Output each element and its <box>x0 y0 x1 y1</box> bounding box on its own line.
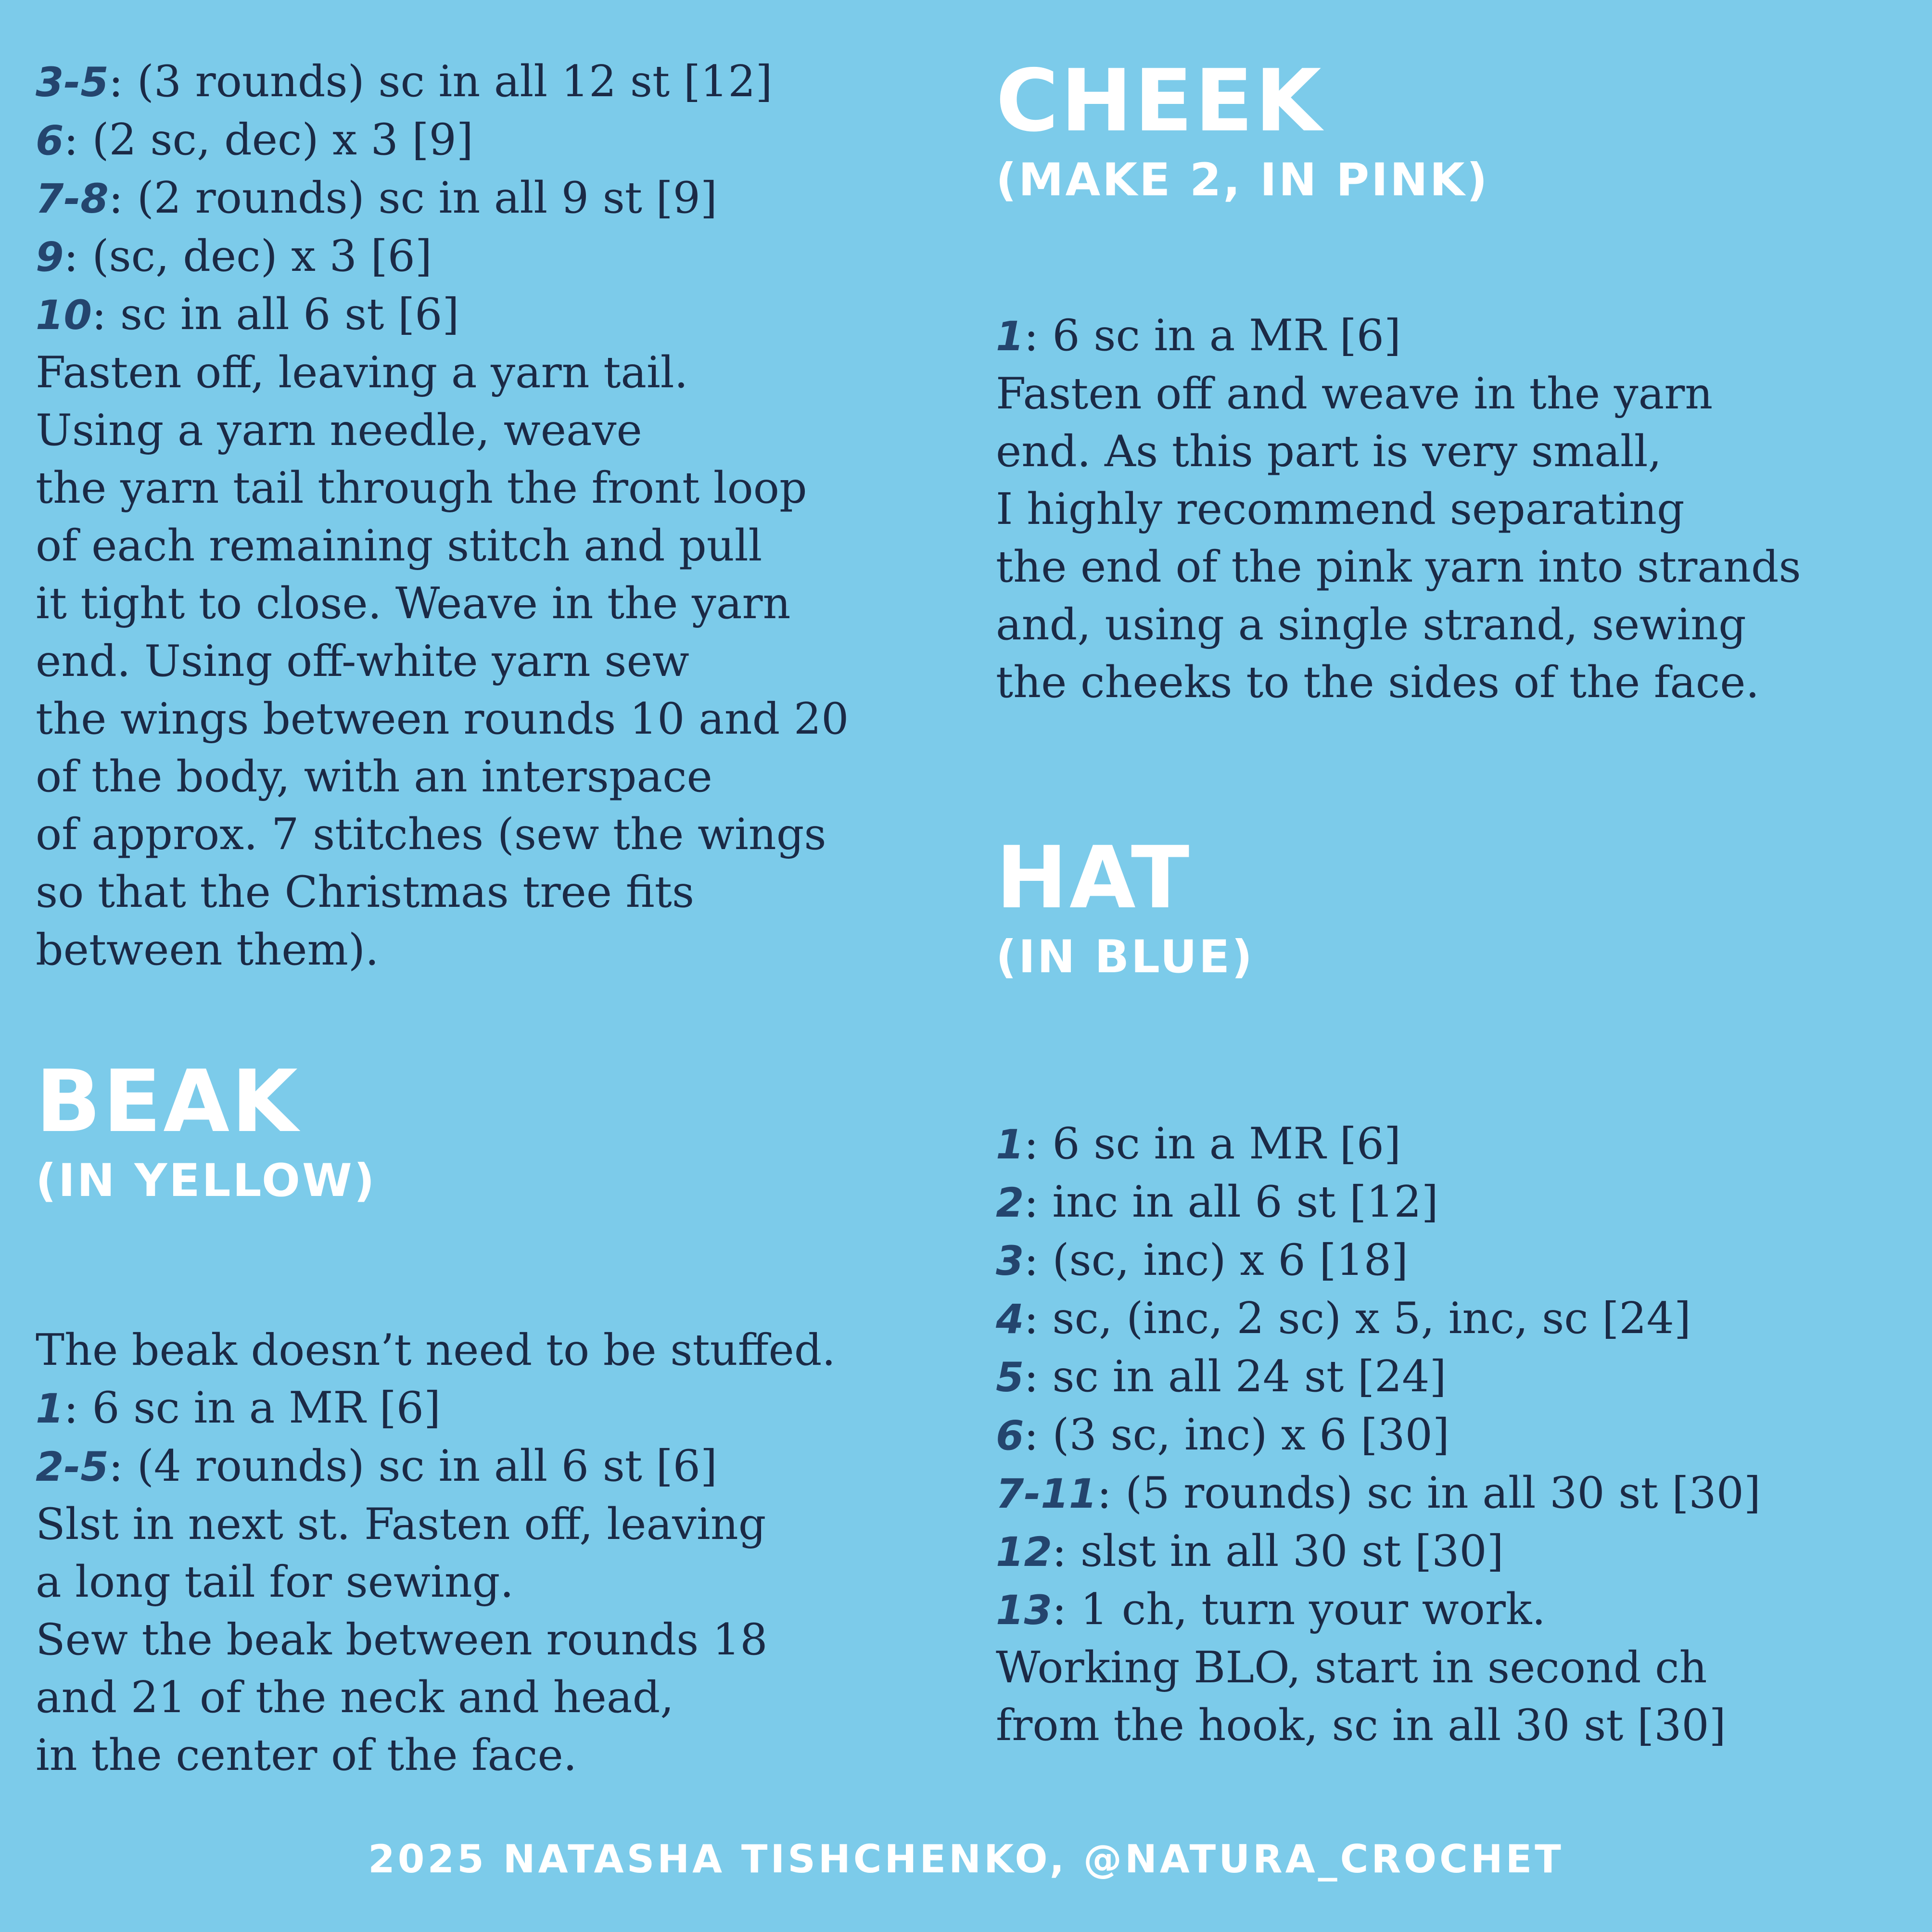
beak-title: BEAK <box>36 1052 300 1151</box>
round-line: 13: 1 ch, turn your work. <box>996 1584 1546 1635</box>
instruction-line: the yarn tail through the front loop <box>36 463 807 513</box>
wing-rounds <box>36 53 849 979</box>
cheek-instructions <box>996 307 1801 712</box>
instruction-line: and 21 of the neck and head, <box>36 1672 674 1723</box>
round-line: 3-5: (3 rounds) sc in all 12 st [12] <box>36 56 773 107</box>
round-line: 12: slst in all 30 st [30] <box>996 1526 1504 1576</box>
round-line: 3: (sc, inc) x 6 [18] <box>996 1235 1409 1285</box>
instruction-line: between them). <box>36 925 379 975</box>
instruction-line: The beak doesn’t need to be stuffed. <box>36 1325 836 1375</box>
instruction-line: I highly recommend separating <box>996 484 1685 534</box>
instruction-line: it tight to close. Weave in the yarn <box>36 578 791 629</box>
beak-instructions <box>36 1322 836 1784</box>
instruction-line: and, using a single strand, sewing <box>996 599 1746 650</box>
hat-heading <box>996 830 1254 989</box>
round-line: 4: sc, (inc, 2 sc) x 5, inc, sc [24] <box>996 1293 1691 1344</box>
footer-credit: 2025 NATASHA TISHCHENKO, @NATURA_CROCHET <box>368 1837 1564 1881</box>
cheek-title: CHEEK <box>996 51 1323 151</box>
hat-title: HAT <box>996 828 1192 928</box>
instruction-line: from the hook, sc in all 30 st [30] <box>996 1700 1726 1751</box>
instruction-line: of approx. 7 stitches (sew the wings <box>36 809 826 860</box>
instruction-line: a long tail for sewing. <box>36 1557 514 1607</box>
instruction-line: the end of the pink yarn into strands <box>996 542 1801 592</box>
instruction-line: the cheeks to the sides of the face. <box>996 657 1760 708</box>
round-line: 2: inc in all 6 st [12] <box>996 1177 1438 1227</box>
round-line: 1: 6 sc in a MR [6] <box>996 1119 1401 1169</box>
instruction-line: in the center of the face. <box>36 1730 577 1780</box>
instruction-line: Fasten off, leaving a yarn tail. <box>36 347 688 398</box>
cheek-heading <box>996 53 1489 212</box>
hat-subtitle: (IN BLUE) <box>996 931 1255 983</box>
round-line: 1: 6 sc in a MR [6] <box>36 1383 441 1433</box>
instruction-line: end. Using off-white yarn sew <box>36 636 689 686</box>
beak-heading <box>36 1054 377 1212</box>
instruction-line: Sew the beak between rounds 18 <box>36 1614 768 1665</box>
round-line: 5: sc in all 24 st [24] <box>996 1351 1447 1402</box>
round-line: 6: (3 sc, inc) x 6 [30] <box>996 1410 1450 1460</box>
instruction-line: end. As this part is very small, <box>996 426 1662 477</box>
round-line: 1: 6 sc in a MR [6] <box>996 310 1401 361</box>
instruction-line: of the body, with an interspace <box>36 751 712 802</box>
round-line: 7-11: (5 rounds) sc in all 30 st [30] <box>996 1468 1761 1518</box>
instruction-line: of each remaining stitch and pull <box>36 521 763 571</box>
instruction-line: the wings between rounds 10 and 20 <box>36 694 849 744</box>
cheek-subtitle: (MAKE 2, IN PINK) <box>996 154 1489 206</box>
instruction-line: Working BLO, start in second ch <box>996 1642 1707 1693</box>
round-line: 6: (2 sc, dec) x 3 [9] <box>36 114 473 165</box>
hat-instructions <box>996 1115 1761 1754</box>
round-line: 10: sc in all 6 st [6] <box>36 289 459 340</box>
round-line: 2-5: (4 rounds) sc in all 6 st [6] <box>36 1441 718 1491</box>
instruction-line: Fasten off and weave in the yarn <box>996 369 1713 419</box>
round-line: 7-8: (2 rounds) sc in all 9 st [9] <box>36 173 718 223</box>
round-line: 9: (sc, dec) x 3 [6] <box>36 231 432 281</box>
instruction-line: Using a yarn needle, weave <box>36 405 642 456</box>
instruction-line: so that the Christmas tree fits <box>36 867 695 917</box>
beak-subtitle: (IN YELLOW) <box>36 1155 377 1207</box>
instruction-line: Slst in next st. Fasten off, leaving <box>36 1499 766 1550</box>
